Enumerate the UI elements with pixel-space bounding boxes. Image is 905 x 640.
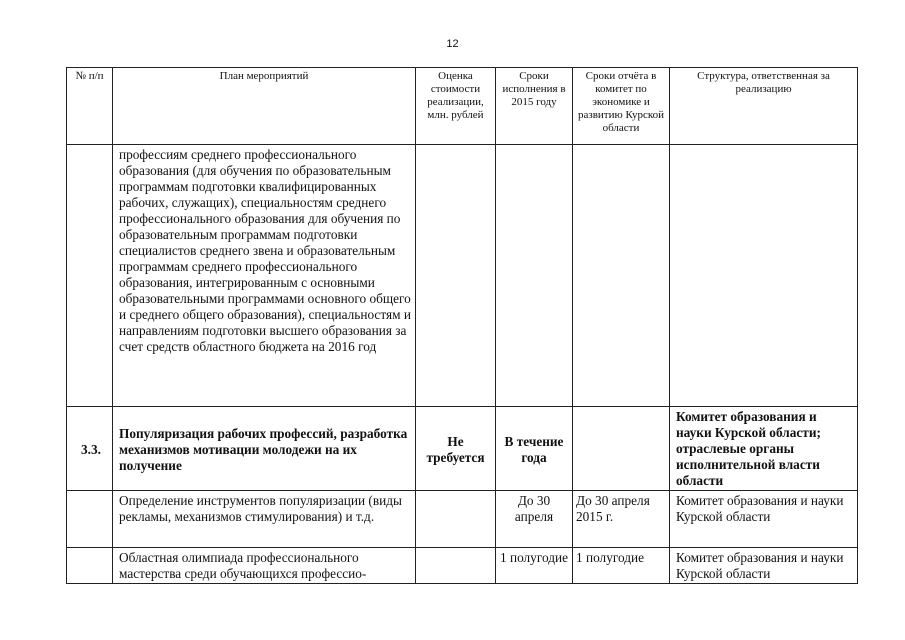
table-row (67, 145, 858, 407)
row-num (67, 145, 113, 407)
header-cost: Оценка стоимости реализации, млн. рублей (416, 68, 496, 145)
plan-table (66, 67, 858, 584)
row-structure: Комитет образования и науки Курской области (670, 491, 858, 548)
table-header-row (67, 68, 858, 145)
row-num (67, 548, 113, 584)
row-cost (416, 491, 496, 548)
table-row (67, 548, 858, 584)
row-report: 1 полугодие (573, 548, 670, 584)
row-plan: Областная олимпиада профессионального мастерства среди обучающихся профессио- (113, 548, 416, 584)
row-terms (496, 145, 573, 407)
row-terms: В течение года (496, 407, 573, 491)
table-row (67, 491, 858, 548)
page-number: 12 (446, 38, 459, 50)
row-report: До 30 апреля 2015 г. (573, 491, 670, 548)
row-plan: Популяризация рабочих профессий, разработка механизмов мотивации молодежи на их получение (113, 407, 416, 491)
row-cost (416, 145, 496, 407)
row-structure (670, 145, 858, 407)
row-report (573, 145, 670, 407)
row-cost (416, 548, 496, 584)
row-structure: Комитет образования и науки Курской области (670, 548, 858, 584)
header-num: № п/п (67, 68, 113, 145)
row-report (573, 407, 670, 491)
row-num (67, 491, 113, 548)
header-structure: Структура, ответственная за реализацию (670, 68, 858, 145)
table-row (67, 407, 858, 491)
header-plan: План мероприятий (113, 68, 416, 145)
header-terms: Сроки исполнения в 2015 году (496, 68, 573, 145)
row-num: 3.3. (67, 407, 113, 491)
row-cost: Не требуется (416, 407, 496, 491)
row-terms: До 30 апреля (496, 491, 573, 548)
row-plan: Определение инструментов популяризации (виды рекламы, механизмов стимулирования) и т.д. (113, 491, 416, 548)
row-terms: 1 полугодие (496, 548, 573, 584)
header-report: Сроки отчёта в комитет по экономике и развитию Курской области (573, 68, 670, 145)
row-plan: профессиям среднего профессионального образования (для обучения по образовательным программам подготовки квалифицированных рабочих, служащих), специальностям среднего профессионального образования для обучения по образовательным программам подготовки специалистов среднего звена и образовательным программам среднего профессионального образования, интегрированным с основными образовательными программами основного общего и среднего общего образования), специальностям и направлениям подготовки высшего образования за счет средств областного бюджета на 2016 год (113, 145, 416, 407)
row-structure: Комитет образования и науки Курской области; отраслевые органы исполнительной власти области (670, 407, 858, 491)
